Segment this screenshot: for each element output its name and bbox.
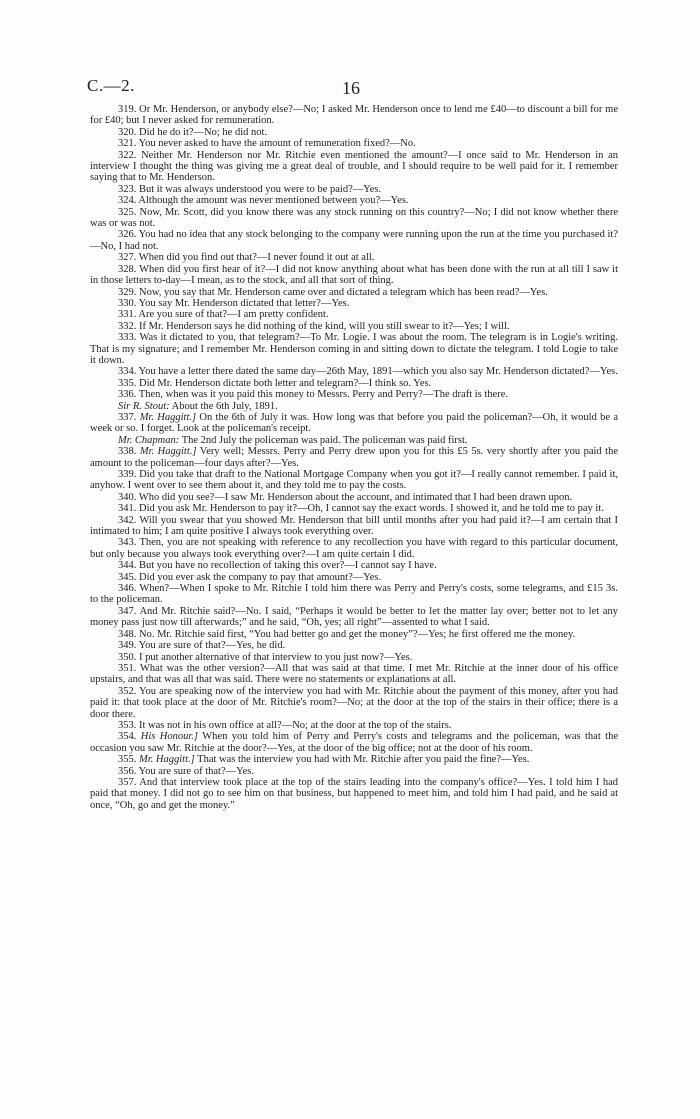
paragraph-text: 334. You have a letter there dated the same day—26th May, 1891—which you also say Mr. Henderson dictated?—Yes. (118, 366, 618, 378)
testimony-paragraph (90, 264, 618, 287)
paragraph-text: 335. Did Mr. Henderson dictate both letter and telegram?—I think so. Yes. (118, 377, 432, 389)
page-header (87, 74, 615, 98)
paragraph-text: 341. Did you ask Mr. Henderson to pay it?—Oh, I cannot say the exact words. I showed it, and he told me to pay it. (118, 503, 604, 515)
testimony-paragraph (90, 287, 618, 298)
testimony-paragraph (90, 754, 618, 765)
paragraph-text: 353. It was not in his own office at all?—No; at the door at the top of the stairs. (118, 719, 452, 731)
speaker-name: Mr. Haggitt.] (139, 446, 197, 458)
testimony-paragraph (90, 766, 618, 777)
testimony-paragraph (90, 366, 618, 377)
testimony-body (90, 104, 618, 811)
paragraph-text: 322. Neither Mr. Henderson nor Mr. Ritchie even mentioned the amount?—I once said to Mr. Henderson in an interview I thought the thing was giving me a great deal of trouble, and I should require to be well paid for it. I remember saying that to Mr. Henderson. (90, 149, 618, 184)
testimony-paragraph (90, 537, 618, 560)
question-number: 338. (118, 446, 140, 458)
question-number: 355. (118, 754, 139, 766)
paragraph-text: 344. But you have no recollection of taking this over?—I cannot say I have. (118, 560, 437, 572)
paragraph-text: About the 6th July, 1891. (169, 400, 278, 412)
paragraph-text: 352. You are speaking now of the interview you had with Mr. Ritchie about the payment of this money, after you had paid it: that took place at the door of Mr. Ritchie's room?—No; at the door at the top of the stairs in their office; there is a door there. (90, 685, 618, 720)
testimony-paragraph (90, 104, 618, 127)
paragraph-text: 339. Did you take that draft to the National Mortgage Company when you got it?—I really cannot remember. I paid it, anyhow. I went over to see them about it, and they told me to pay the costs. (90, 469, 618, 492)
testimony-paragraph (90, 640, 618, 651)
paragraph-text: 328. When did you first hear of it?—I did not know anything about what has been done with the run at all till I saw it in those letters to-day—I mean, as to the stock, and all that sort of thing. (90, 263, 618, 287)
paragraph-text: 327. When did you find out that?—I never found it out at all. (118, 252, 375, 264)
question-number: 337. (118, 411, 140, 423)
paragraph-text: 326. You had no idea that any stock belonging to the company were running upon the run at the time you purchased it?—No, I had not. (90, 229, 618, 252)
testimony-paragraph (90, 150, 618, 184)
testimony-paragraph (90, 686, 618, 720)
testimony-paragraph (90, 720, 618, 731)
testimony-paragraph (90, 309, 618, 320)
paragraph-text: 348. No. Mr. Ritchie said first, “You had better go and get the money”?—Yes; he first offered me the money. (118, 628, 576, 640)
testimony-paragraph (90, 401, 618, 412)
paragraph-text: 340. Who did you see?—I saw Mr. Henderson about the account, and intimated that I had been drawn upon. (118, 491, 573, 503)
paragraph-text: 345. Did you ever ask the company to pay that amount?—Yes. (118, 571, 382, 583)
testimony-paragraph (90, 412, 618, 435)
paragraph-text: 325. Now, Mr. Scott, did you know there was any stock running on this country?—No; I did not know whether there was or was not. (90, 206, 618, 230)
testimony-paragraph (90, 298, 618, 309)
testimony-paragraph (90, 195, 618, 206)
testimony-paragraph (90, 389, 618, 400)
paragraph-text: 347. And Mr. Ritchie said?—No. I said, “Perhaps it would be better to let the matter lay over; better not to let any money pass just now till afterwards;” and he said, “Oh, yes; all right”—assented to what I said. (90, 605, 618, 629)
paragraph-text: 342. Will you swear that you showed Mr. Henderson that bill until months after you had paid it?—I am certain that I intimated to him; I am quite positive I always took everything over. (90, 514, 618, 538)
testimony-paragraph (90, 652, 618, 663)
testimony-paragraph (90, 207, 618, 230)
testimony-paragraph (90, 332, 618, 366)
testimony-paragraph (90, 252, 618, 263)
testimony-paragraph (90, 492, 618, 503)
speaker-name: Sir R. Stout: (118, 400, 170, 412)
testimony-paragraph (90, 606, 618, 629)
paragraph-text: 356. You are sure of that?—Yes. (118, 765, 255, 777)
speaker-name: Mr. Haggitt.] (139, 754, 195, 766)
paragraph-text: 329. Now, you say that Mr. Henderson came over and dictated a telegram which has been read?—Yes. (118, 286, 548, 298)
paragraph-text: 343. Then, you are not speaking with reference to any recollection you have with regard to this particular document, but only because you always took everything over?—I am quite certain I did. (90, 537, 618, 560)
testimony-paragraph (90, 378, 618, 389)
paragraph-text: 351. What was the other version?—All that was said at that time. I met Mr. Ritchie at the inner door of his office upstairs, and that was all that was said. There were no statements or explanations at all. (90, 662, 618, 686)
paragraph-text: The 2nd July the policeman was paid. The policeman was paid first. (179, 434, 468, 446)
testimony-paragraph (90, 435, 618, 446)
speaker-name: Mr. Haggitt.] (139, 411, 197, 423)
document-reference: C.—2. (87, 76, 135, 95)
testimony-paragraph (90, 321, 618, 332)
speaker-name: Mr. Chapman: (118, 434, 180, 446)
testimony-paragraph (90, 663, 618, 686)
testimony-paragraph (90, 138, 618, 149)
paragraph-text: 336. Then, when was it you paid this money to Messrs. Perry and Perry?—The draft is there. (118, 389, 508, 401)
testimony-paragraph (90, 515, 618, 538)
testimony-paragraph (90, 184, 618, 195)
paragraph-text: 330. You say Mr. Henderson dictated that letter?—Yes. (118, 297, 350, 309)
paragraph-text: 320. Did he do it?—No; he did not. (118, 126, 268, 138)
question-number: 354. (118, 731, 141, 743)
testimony-paragraph (90, 469, 618, 492)
testimony-paragraph (90, 229, 618, 252)
paragraph-text: 350. I put another alternative of that interview to you just now?—Yes. (118, 651, 413, 663)
paragraph-text: 357. And that interview took place at the top of the stairs leading into the company's office?—Yes. I told him I had paid that money. I did not go to see him on that business, but happened to meet him, and told him I had paid, and he said at once, “Oh, go and get the money.” (90, 776, 618, 811)
testimony-paragraph (90, 560, 618, 571)
testimony-paragraph (90, 446, 618, 469)
testimony-paragraph (90, 731, 618, 754)
paragraph-text: 332. If Mr. Henderson says he did nothing of the kind, will you still swear to it?—Yes; I will. (118, 320, 510, 332)
testimony-paragraph (90, 583, 618, 606)
paragraph-text: That was the interview you had with Mr. Ritchie after you paid the fine?—Yes. (194, 754, 530, 766)
paragraph-text: 333. Was it dictated to you, that telegram?—To Mr. Logie. I was about the room. The telegram is in Logie's writing. That is my signature; and I remember Mr. Henderson coming in and sitting down to dictate the telegram. I told Logie to take it down. (90, 332, 618, 366)
paragraph-text: 324. Although the amount was never mentioned between you?—Yes. (118, 195, 409, 207)
page-number: 16 (342, 78, 360, 98)
testimony-paragraph (90, 572, 618, 583)
paragraph-text: 331. Are you sure of that?—I am pretty confident. (118, 309, 329, 321)
paragraph-text: 346. When?—When I spoke to Mr. Ritchie I told him there was Perry and Perry's costs, some telegrams, and £15 3s. to the policeman. (90, 583, 618, 606)
paragraph-text: Very well; Messrs. Perry and Perry drew upon you for this £5 5s. very shortly after you paid the amount to the policeman—four days after?—Yes. (90, 446, 619, 469)
paragraph-text: 349. You are sure of that?—Yes, he did. (118, 640, 286, 652)
testimony-paragraph (90, 503, 618, 514)
paragraph-text: On the 6th of July it was. How long was that before you paid the policeman?—Oh, it would be a week or so. I forget. Look at the policeman's receipt. (90, 411, 619, 435)
speaker-name: His Honour.] (140, 731, 199, 743)
testimony-paragraph (90, 127, 618, 138)
paragraph-text: 323. But it was always understood you were to be paid?—Yes. (118, 183, 382, 195)
paragraph-text: 321. You never asked to have the amount of remuneration fixed?—No. (118, 138, 416, 150)
testimony-paragraph (90, 629, 618, 640)
paragraph-text: When you told him of Perry and Perry's costs and telegrams and the policeman, was that the occasion you saw Mr. Ritchie at the door?—Yes, at the door of the big office; not at the door of his room. (90, 731, 618, 754)
paragraph-text: 319. Or Mr. Henderson, or anybody else?—No; I asked Mr. Henderson once to lend me £40—to discount a bill for me for £40; but I never asked for remuneration. (90, 104, 618, 127)
testimony-paragraph (90, 777, 618, 811)
